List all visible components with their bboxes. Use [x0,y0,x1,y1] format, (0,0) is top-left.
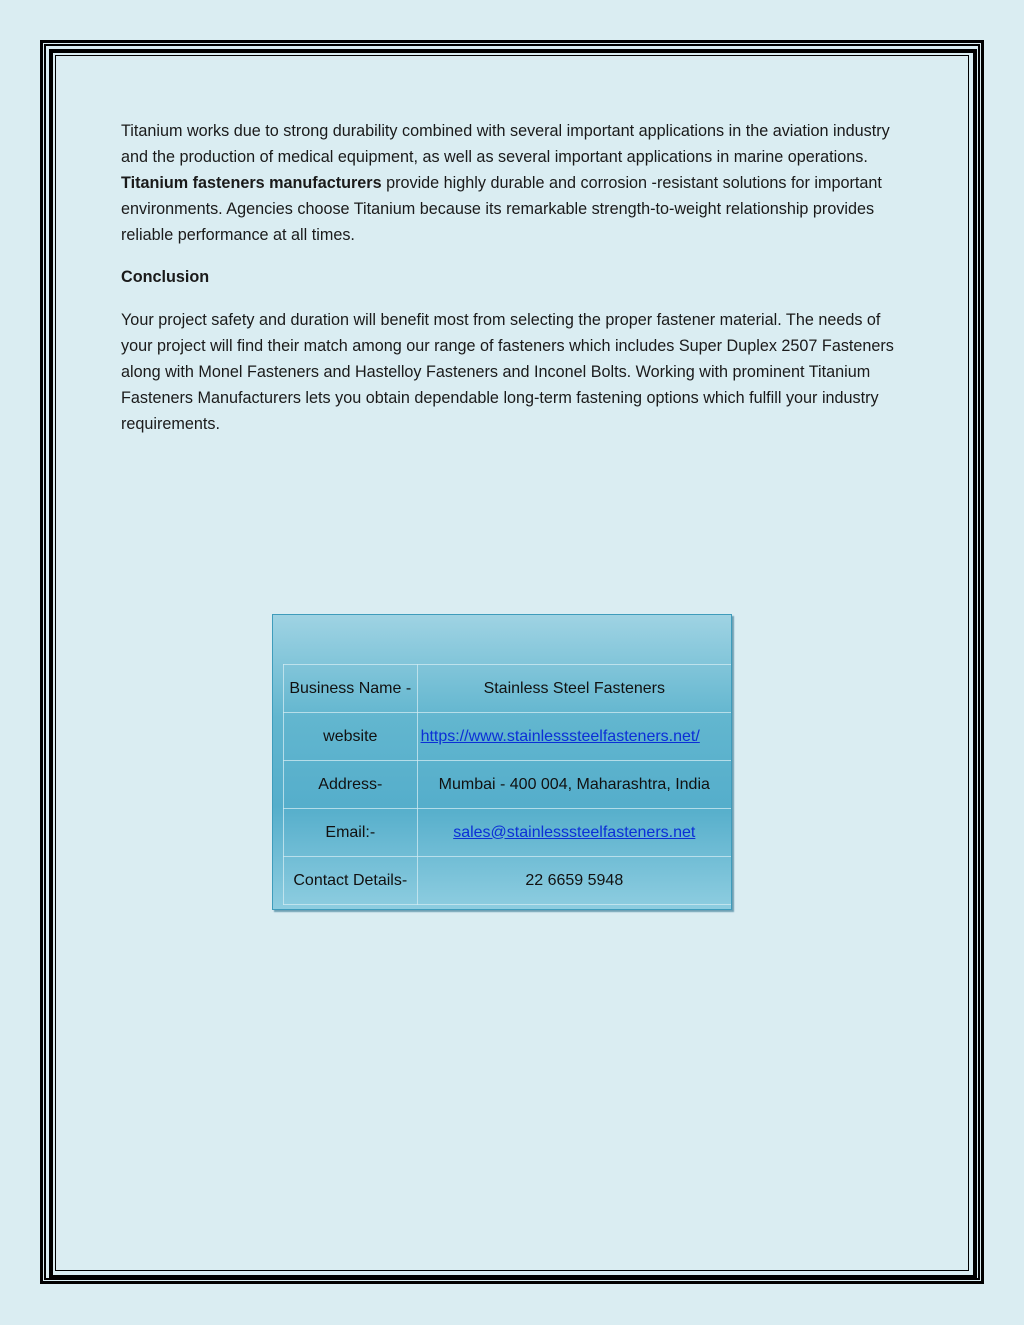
intro-bold-phrase: Titanium fasteners manufacturers [121,174,382,192]
table-row [284,761,732,809]
website-cell [417,713,731,761]
contact-details-label: Contact Details- [284,857,418,905]
intro-text-start: Titanium works due to strong durability combined with several important applications in the aviation industry and the production of medical equipment, as well as several important applications in marine operations. [121,122,890,166]
intro-text-end: provide highly durable and corrosion -resistant solutions for important environments. Agencies choose Titanium because its remarkable strength-to-weight relationship provides reliable performance at all times. [121,174,882,244]
business-name-value: Stainless Steel Fasteners [417,665,731,713]
contact-info-table [283,664,731,905]
email-cell [417,809,731,857]
address-value: Mumbai - 400 004, Maharashtra, India [417,761,731,809]
email-link[interactable]: sales@stainlesssteelfasteners.net [453,823,696,841]
intro-paragraph [121,118,911,248]
contact-info-box [272,614,732,910]
contact-details-value: 22 6659 5948 [417,857,731,905]
table-row [284,857,732,905]
address-label: Address- [284,761,418,809]
business-name-label: Business Name - [284,665,418,713]
conclusion-paragraph: Your project safety and duration will benefit most from selecting the proper fastener material. The needs of your project will find their match among our range of fasteners which includes Super Duplex 2507 Fasteners along with Monel Fasteners and Hastelloy Fasteners and Inconel Bolts. Working with prominent Titanium Fasteners Manufacturers lets you obtain dependable long-term fastening options which fulfill your industry requirements. [121,311,894,433]
table-row [284,809,732,857]
conclusion-heading: Conclusion [121,268,210,286]
table-row [284,713,732,761]
website-link[interactable]: https://www.stainlesssteelfasteners.net/ [420,727,700,745]
table-row [284,665,732,713]
email-label: Email:- [284,809,418,857]
document-body [121,118,911,437]
website-label: website [284,713,418,761]
